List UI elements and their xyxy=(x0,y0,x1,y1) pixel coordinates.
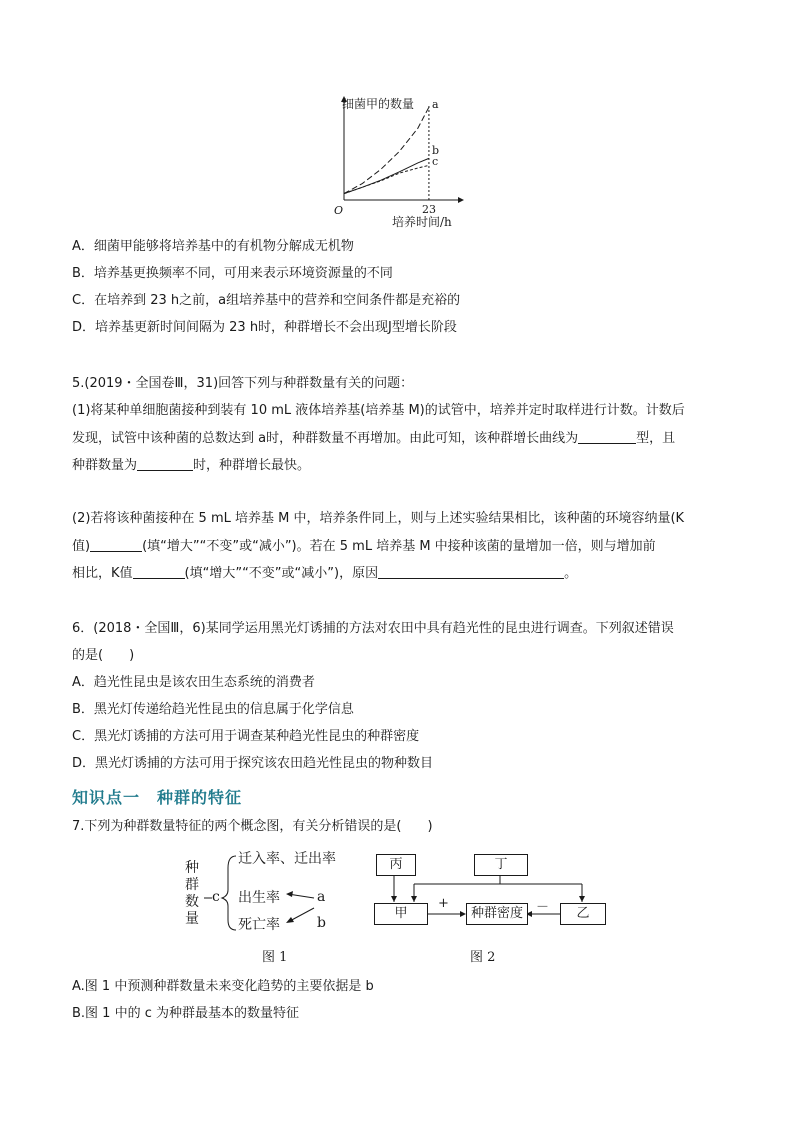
q5-part1-line2-text: 发现，试管中该种菌的总数达到 a时，种群数量不再增加。由此可知，该种群增长曲线为 xyxy=(72,431,579,446)
q6-stem-line2: 的是( ) xyxy=(72,648,135,663)
fig1-label-c: c xyxy=(212,889,220,905)
fig1-title-char: 数 xyxy=(185,894,199,910)
q6-option-c: C．黑光灯诱捕的方法可用于调查某种趋光性昆虫的种群密度 xyxy=(72,729,420,744)
q5-blank-4[interactable] xyxy=(133,564,185,579)
fig2-box-density: 种群密度 xyxy=(466,903,528,925)
chart-origin: O xyxy=(334,204,344,217)
q6-option-b: B．黑光灯传递给趋光性昆虫的信息属于化学信息 xyxy=(72,702,354,717)
q5-blank-2[interactable] xyxy=(137,456,193,471)
q5-blank-3[interactable] xyxy=(90,537,142,552)
q5-blank-5[interactable] xyxy=(378,564,564,579)
q7-option-b: B.图 1 中的 c 为种群最基本的数量特征 xyxy=(72,1006,299,1021)
fig1-death-rate: 死亡率 xyxy=(238,917,280,933)
q4-option-d: D．培养基更新时间间隔为 23 h时，种群增长不会出现J型增长阶段 xyxy=(72,320,457,335)
fig1-birth-rate: 出生率 xyxy=(238,890,280,906)
series-line-a xyxy=(344,107,429,193)
fig1-label-a: a xyxy=(317,889,326,905)
fig1-caption: 图 1 xyxy=(262,950,288,965)
fig1-migration: 迁入率、迁出率 xyxy=(238,851,336,867)
fig1-title-char: 种 xyxy=(185,860,199,876)
section-heading: 知识点一 种群的特征 xyxy=(72,788,243,807)
figure-2 xyxy=(370,850,615,930)
chart-ylabel: 细菌甲的数量 xyxy=(342,97,415,111)
series-label-c: c xyxy=(432,155,439,168)
q4-option-b: B．培养基更换频率不同，可用来表示环境资源量的不同 xyxy=(72,266,393,281)
fig2-caption: 图 2 xyxy=(470,950,496,965)
q5-part2-line2 xyxy=(72,537,656,556)
series-label-b: b xyxy=(432,144,440,157)
chart-x-tick-23: 23 xyxy=(422,203,436,216)
fig2-box-yi: 乙 xyxy=(560,903,606,925)
q5-part1-line2-tail: 型，且 xyxy=(636,431,676,446)
q5-part2-line3 xyxy=(72,564,577,583)
q5-part1-line1: (1)将某种单细胞菌接种到装有 10 mL 液体培养基(培养基 M)的试管中，培养并定时取样进行计数。计数后 xyxy=(72,403,685,418)
fig2-plus-sign: + xyxy=(438,896,449,911)
q5-part2-line2-tail: (填“增大”“不变”或“减小”)。若在 5 mL 培养基 M 中接种该菌的量增加一倍，则与增加前 xyxy=(142,539,656,554)
q6-stem-line1: 6．(2018・全国Ⅲ，6)某同学运用黑光灯诱捕的方法对农田中具有趋光性的昆虫进行调查。下列叙述错误 xyxy=(72,621,674,636)
chart-x-axis-arrow xyxy=(458,197,464,203)
q5-part2-line3-mid: (填“增大”“不变”或“减小”)，原因 xyxy=(184,566,379,581)
q5-part1-line3-tail: 时，种群增长最快。 xyxy=(193,458,311,473)
fig2-box-ding: 丁 xyxy=(474,854,528,876)
q5-part2-line1: (2)若将该种菌接种在 5 mL 培养基 M 中，培养条件同上，则与上述实验结果相比，该种菌的环境容纳量(K xyxy=(72,511,685,526)
figure-1 xyxy=(178,848,358,938)
q5-part2-line3-tail: 。 xyxy=(564,566,578,581)
fig2-box-jia: 甲 xyxy=(374,903,428,925)
q5-part2-line2-text: 值) xyxy=(72,539,91,554)
fig1-title-char: 量 xyxy=(185,911,199,927)
fig1-title-char: 群 xyxy=(185,877,199,893)
q5-stem: 5.(2019・全国卷Ⅲ，31)回答下列与种群数量有关的问题： xyxy=(72,376,414,391)
bacteria-growth-chart xyxy=(330,92,470,232)
q4-option-a: A．细菌甲能够将培养基中的有机物分解成无机物 xyxy=(72,239,354,254)
q5-part1-line3 xyxy=(72,456,310,475)
q5-part1-line2 xyxy=(72,429,675,448)
fig2-box-bing: 丙 xyxy=(376,854,416,876)
series-label-a: a xyxy=(432,98,439,111)
chart-xlabel: 培养时间/h xyxy=(392,215,452,229)
q7-stem: 7.下列为种群数量特征的两个概念图，有关分析错误的是( ) xyxy=(72,819,433,834)
series-line-b xyxy=(344,158,429,193)
q6-option-d: D．黑光灯诱捕的方法可用于探究该农田趋光性昆虫的物种数目 xyxy=(72,756,434,771)
q5-part1-line3-text: 种群数量为 xyxy=(72,458,138,473)
fig2-minus-sign: － xyxy=(536,900,550,915)
fig1-label-b: b xyxy=(317,915,326,931)
q5-part2-line3-text: 相比，K值 xyxy=(72,566,133,581)
q6-option-a: A．趋光性昆虫是该农田生态系统的消费者 xyxy=(72,675,315,690)
q7-option-a: A.图 1 中预测种群数量未来变化趋势的主要依据是 b xyxy=(72,979,374,994)
q5-blank-1[interactable] xyxy=(578,429,636,444)
q4-option-c: C．在培养到 23 h之前，a组培养基中的营养和空间条件都是充裕的 xyxy=(72,293,461,308)
